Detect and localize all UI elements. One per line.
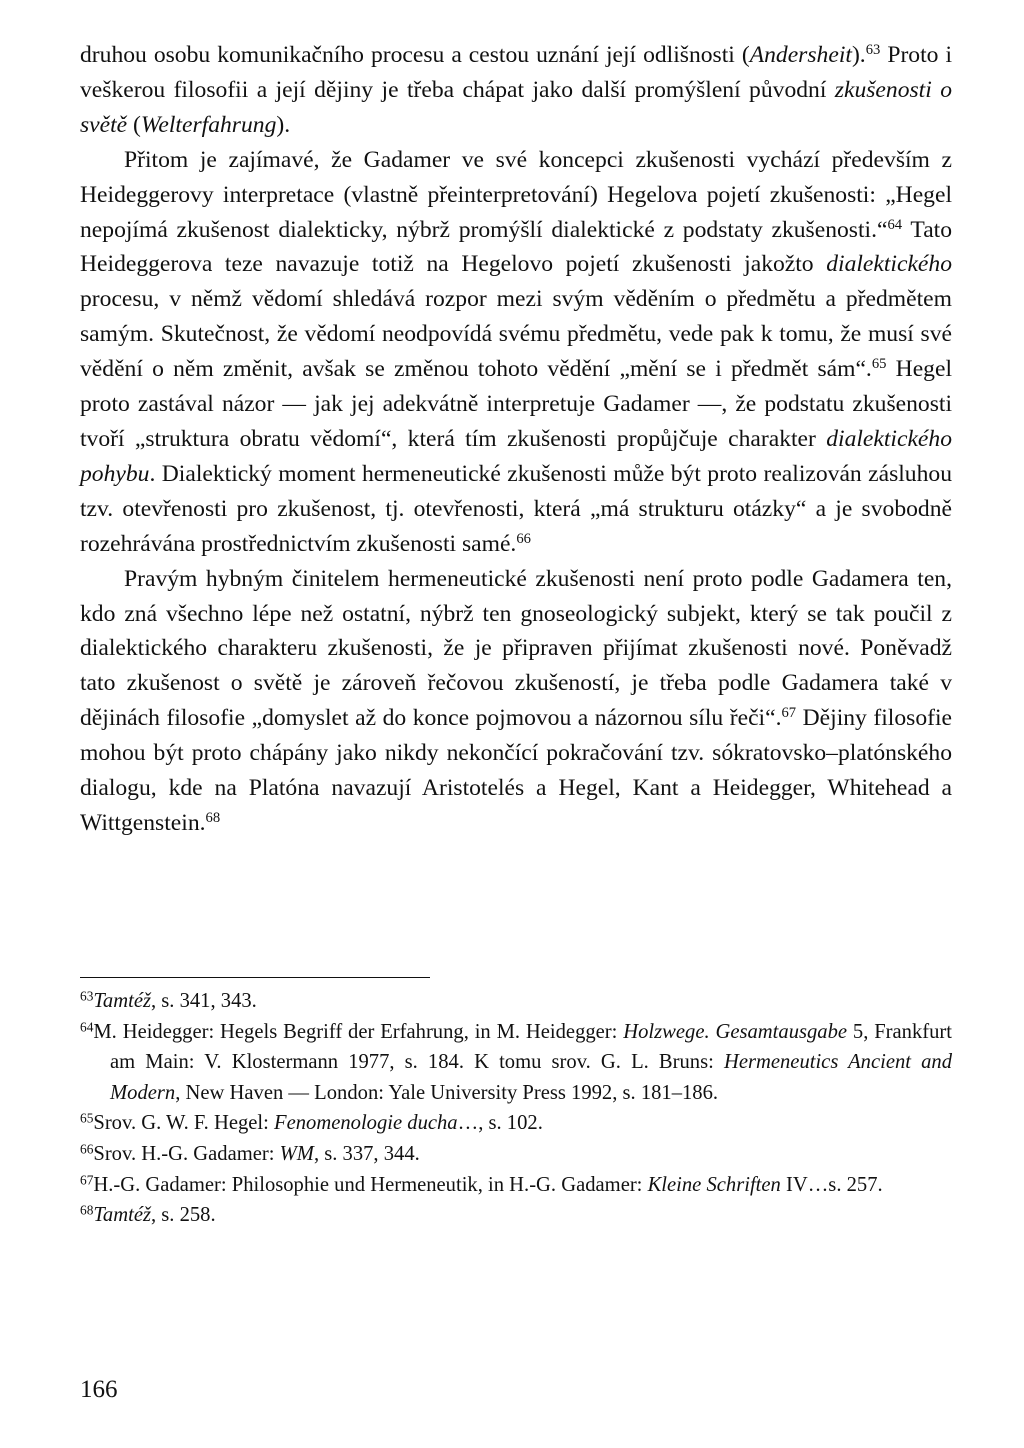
italic-term: WM [279,1142,314,1165]
text-run: ( [127,111,141,138]
italic-term: Kleine Schriften [647,1173,781,1196]
text-run: H.-G. Gadamer: Philosophie und Hermeneutik, in H.-G. Gadamer: [93,1173,648,1196]
body-text [80,38,952,841]
text-run: , New Haven — London: Yale University Press 1992, s. 181–186. [175,1081,719,1104]
footnote-66 [80,1139,952,1170]
footnote-63 [80,986,952,1017]
footnote-68 [80,1200,952,1231]
footnotes [80,986,952,1231]
text-run: Hegel proto zastával názor — jak jej adekvátně interpretuje Gadamer —, že podstatu zkušenosti tvoří „struktura obratu vědomí“, která tím zkušenosti propůjčuje charakter [80,356,953,452]
footnote-ref: 63 [865,41,881,58]
footnote-divider [80,977,430,978]
text-run: procesu, v němž vědomí shledává rozpor mezi svým věděním o předmětu a předmětem samým. Skutečnost, že vědomí neodpovídá svému předmětu, vede pak k tomu, že musí své vědění o něm změnit, avšak se změnou tohoto vědění „mění se i předmět sám“. [80,286,952,383]
italic-term: Hermeneutics Ancient and Modern [110,1051,952,1104]
text-run: druhou osobu komunikačního procesu a cestou uznání její odlišnosti ( [80,42,750,68]
paragraph-2 [80,143,952,562]
text-run: Proto i veškerou filosofii a její dějiny je třeba chápat jako další promýšlení původní [80,42,952,103]
footnote-number: 65 [80,1110,94,1126]
footnote-ref: 68 [205,809,221,826]
text-run: IV…s. 257. [780,1173,883,1196]
text-run: Dějiny filosofie mohou být proto chápány jako nikdy nekončící pokračování tzv. sókratovsko–platónského dialogu, kde na Platóna navazují Aristotelés a Hegel, Kant a Heidegger, Whitehead a Wittgenstein. [80,705,952,836]
page-number: 166 [80,1376,118,1403]
text-run: 5, Frankfurt am Main: V. Klostermann 1977, s. 184. K tomu srov. G. L. Bruns: [110,1020,952,1074]
text-run: , s. 258. [150,1204,216,1227]
italic-term: Fenomenologie ducha [274,1112,458,1135]
italic-term: dialektického pohybu [80,425,952,487]
footnote-number: 67 [80,1171,94,1187]
text-run: Srov. G. W. F. Hegel: [93,1112,275,1135]
text-run: M. Heidegger: Hegels Begriff der Erfahrung, in M. Heidegger: [93,1020,624,1043]
text-run: ). [851,42,866,68]
text-run: . Dialektický moment hermeneutické zkušenosti může být proto realizován zásluhou tzv. otevřenosti pro zkušenost, tj. otevřenosti, která „má strukturu otázky“ a je svobodně rozehrávána prostřednictvím zkušenosti samé. [80,460,952,557]
text-run: , s. 337, 344. [313,1142,420,1165]
text-run: , s. 341, 343. [150,990,257,1012]
italic-term: Holzwege. Gesamtausgabe [623,1020,848,1043]
footnote-64 [80,1017,952,1109]
italic-term: Welterfahrung [140,111,277,138]
footnote-number: 66 [80,1141,94,1157]
footnote-67 [80,1170,952,1201]
footnote-ref: 65 [871,356,887,373]
footnote-number: 68 [80,1202,94,1218]
page-content [80,38,952,841]
footnote-65 [80,1108,952,1139]
footnote-number: 63 [80,988,94,1004]
italic-term: Andersheit [749,42,852,68]
text-run: ). [276,111,291,138]
italic-term: zkušenosti o světě [80,76,952,138]
footnote-ref: 67 [781,705,797,722]
text-run: Srov. H.-G. Gadamer: [93,1142,280,1165]
italic-term: Tamtéž [93,990,151,1012]
footnote-ref: 66 [516,530,531,547]
italic-term: dialektického [826,251,952,278]
paragraph-3 [80,562,952,841]
italic-term: Tamtéž [93,1204,151,1227]
text-run: Pravým hybným činitelem hermeneutické zkušenosti není proto podle Gadamera ten, kdo zná všechno lépe než ostatní, nýbrž ten gnoseologický subjekt, který se tak poučil z dialektického charakteru zkušenosti, že je připraven přijímat zkušenosti nové. Poněvadž tato zkušenost o světě je zároveň řečovou zkušeností, je třeba podle Gadamera také v dějinách filosofie „domyslet až do konce pojmovou a názornou sílu řeči“. [80,565,952,732]
paragraph-1 [80,38,952,143]
text-run: …, s. 102. [457,1112,543,1135]
text-run: Tato Heideggerova teze navazuje totiž na Hegelovo pojetí zkušenosti jakožto [80,216,953,278]
footnote-ref: 64 [887,216,903,233]
footnote-number: 64 [80,1018,94,1034]
text-run: Přitom je zajímavé, že Gadamer ve své koncepci zkušenosti vychází především z Heideggerovy interpretace (vlastně přeinterpretování) Hegelova pojetí zkušenosti: „Hegel nepojímá zkušenost dialekticky, nýbrž promýšlí dialektické z podstaty zkušenosti.“ [80,146,952,243]
